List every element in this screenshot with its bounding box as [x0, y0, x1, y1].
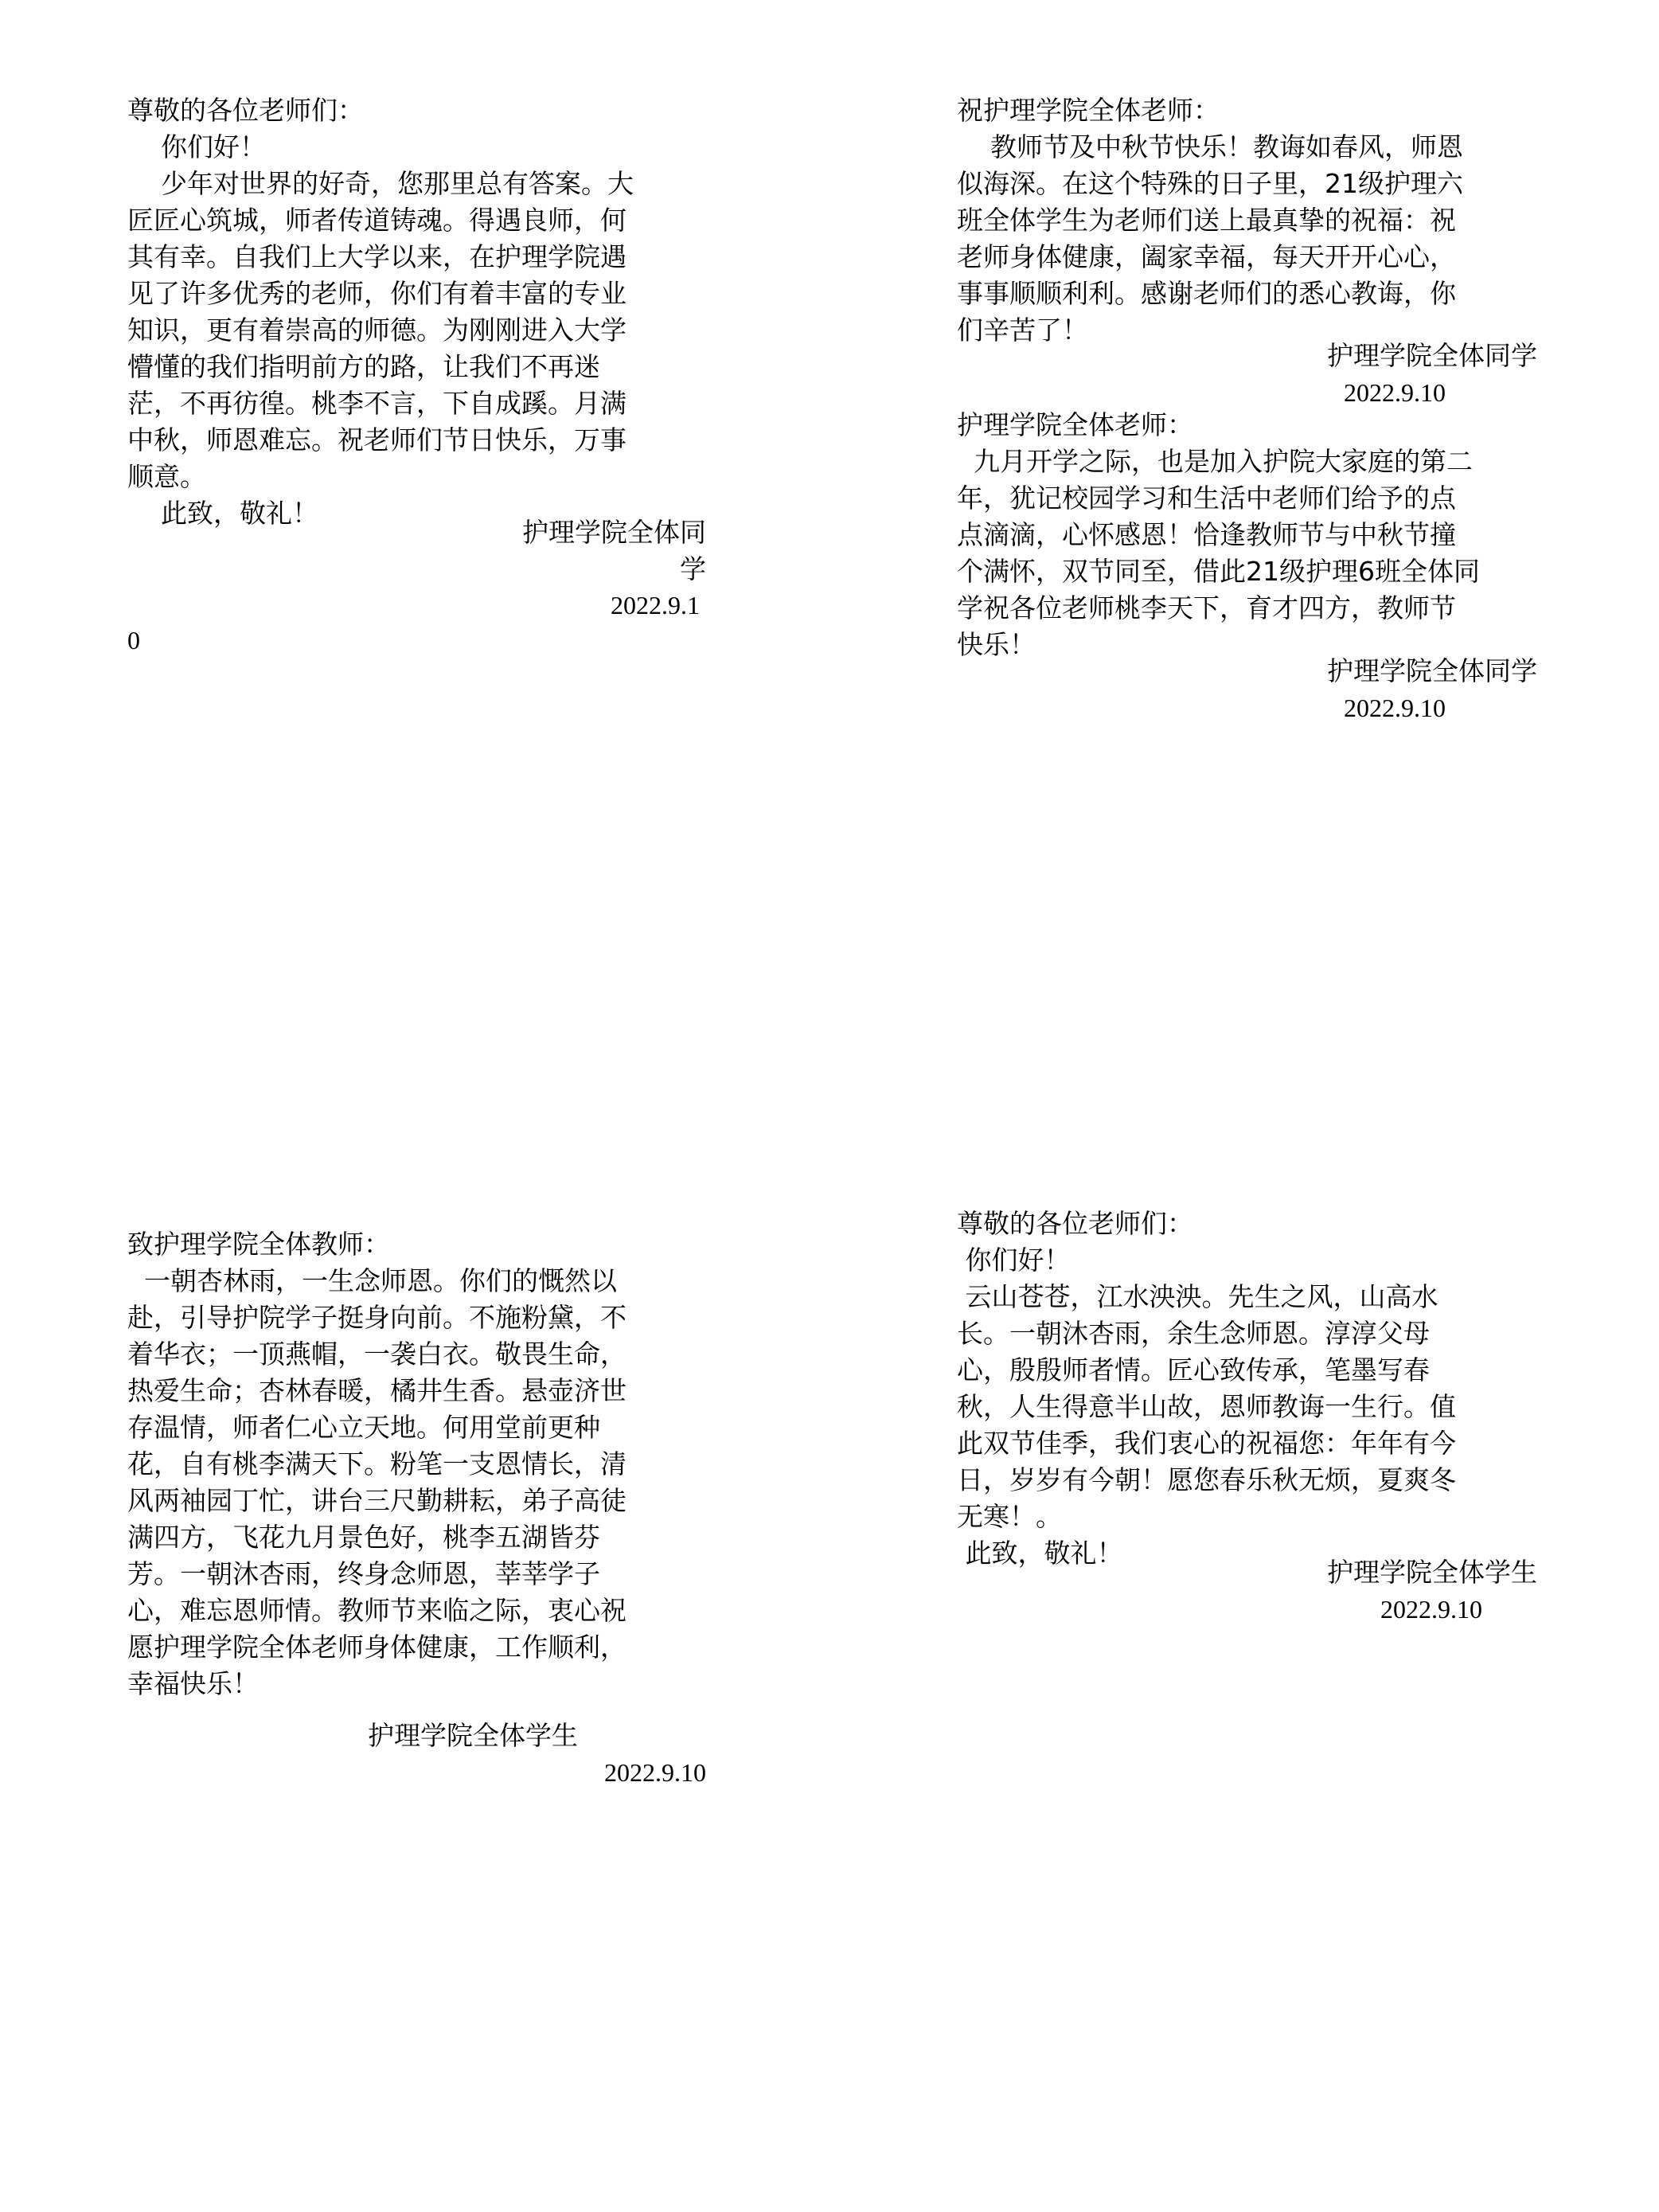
letter-line: 快乐！: [957, 629, 1036, 660]
letter-line: 护理学院全体老师：: [957, 409, 1193, 440]
letter-bottom-right-date: 2022.9.10: [1380, 1595, 1482, 1624]
letter-line: 一朝杏林雨，一生念师恩。你们的慨然以: [127, 1265, 617, 1296]
letter-top-left-body: [127, 92, 634, 532]
letter-line: 无寒！。: [957, 1501, 1062, 1532]
letter-line: 茫，不再彷徨。桃李不言，下自成蹊。月满: [127, 388, 627, 419]
letter-line: 花，自有桃李满天下。粉笔一支恩情长，清: [127, 1448, 627, 1479]
letter-line: 日，岁岁有今朝！愿您春乐秋无烦，夏爽冬: [957, 1464, 1456, 1495]
letter-line: 幸福快乐！: [127, 1668, 259, 1699]
letter-line: 知识，更有着崇高的师德。为刚刚进入大学: [127, 315, 627, 346]
letter-line: 似海深。在这个特殊的日子里，21级护理六: [957, 168, 1463, 199]
letter-line: 着华衣；一顶燕帽，一袭白衣。敬畏生命，: [127, 1339, 627, 1370]
letter-line: 教师节及中秋节快乐！教诲如春风，师恩: [957, 131, 1463, 162]
letter-mid-right-body: [957, 407, 1480, 663]
letter-bottom-left-body: [127, 1226, 627, 1702]
letter-top-right-signature: 护理学院全体同学: [1327, 340, 1537, 371]
letter-line: 尊敬的各位老师们：: [957, 1208, 1193, 1239]
letter-line: 此致，敬礼！: [957, 1538, 1123, 1569]
letter-bottom-right-signature: 护理学院全体学生: [1327, 1557, 1537, 1588]
letter-line: 懵懂的我们指明前方的路，让我们不再迷: [127, 351, 600, 382]
letter-line: 九月开学之际，也是加入护院大家庭的第二: [957, 446, 1473, 477]
letter-line: 少年对世界的好奇，您那里总有答案。大: [127, 168, 634, 199]
letter-top-left-signature-2: 学: [680, 553, 706, 584]
letter-line: 此致，敬礼！: [127, 498, 318, 529]
letter-line: 你们好！: [957, 1245, 1071, 1276]
letter-line: 事事顺顺利利。感谢老师们的悉心教诲，你: [957, 278, 1456, 309]
letter-bottom-left-signature: 护理学院全体学生: [368, 1720, 578, 1751]
letter-bottom-left-date: 2022.9.10: [604, 1758, 706, 1787]
letter-line: 你们好！: [127, 131, 266, 162]
letter-line: 此双节佳季，我们衷心的祝福您：年年有今: [957, 1428, 1456, 1459]
letter-line: 们辛苦了！: [957, 315, 1088, 346]
letter-line: 祝护理学院全体老师：: [957, 95, 1220, 126]
letter-top-left-signature-1: 护理学院全体同: [522, 517, 706, 548]
letter-line: 云山苍苍，江水泱泱。先生之风，山高水: [957, 1281, 1438, 1312]
letter-line: 老师身体健康，阖家幸福，每天开开心心，: [957, 241, 1456, 272]
letter-line: 中秋，师恩难忘。祝老师们节日快乐，万事: [127, 424, 627, 455]
letter-top-right-body: [957, 92, 1463, 349]
letter-line: 秋，人生得意半山故，恩师教诲一生行。值: [957, 1391, 1456, 1422]
letter-line: 芳。一朝沐杏雨，终身念师恩，莘莘学子: [127, 1558, 600, 1589]
letter-line: 风两袖园丁忙，讲台三尺勤耕耘，弟子高徒: [127, 1485, 627, 1516]
letter-line: 愿护理学院全体老师身体健康，工作顺利，: [127, 1632, 627, 1663]
letter-bottom-right-body: [957, 1206, 1456, 1572]
letter-line: 学祝各位老师桃李天下，育才四方，教师节: [957, 592, 1456, 623]
letter-line: 热爱生命；杏林春暖，橘井生香。悬壶济世: [127, 1375, 627, 1406]
letter-line: 尊敬的各位老师们：: [127, 95, 364, 126]
letter-line: 匠匠心筑城，师者传道铸魂。得遇良师，何: [127, 205, 627, 236]
letter-mid-right-date: 2022.9.10: [1344, 694, 1446, 722]
letter-line: 个满怀，双节同至，借此21级护理6班全体同: [957, 556, 1480, 587]
letter-line: 致护理学院全体教师：: [127, 1229, 390, 1260]
letter-mid-right-signature: 护理学院全体同学: [1327, 655, 1537, 686]
letter-line: 长。一朝沐杏雨，余生念师恩。淳淳父母: [957, 1318, 1430, 1349]
letter-line: 心，殷殷师者情。匠心致传承，笔墨写春: [957, 1354, 1430, 1385]
letter-line: 点滴滴，心怀感恩！恰逢教师节与中秋节撞: [957, 519, 1456, 550]
letter-line: 满四方，飞花九月景色好，桃李五湖皆芬: [127, 1522, 600, 1553]
letter-line: 见了许多优秀的老师，你们有着丰富的专业: [127, 278, 627, 309]
letter-top-right-date: 2022.9.10: [1344, 378, 1446, 407]
letter-line: 心，难忘恩师情。教师节来临之际，衷心祝: [127, 1595, 627, 1626]
letter-line: 其有幸。自我们上大学以来，在护理学院遇: [127, 241, 627, 272]
letter-top-left-date-overflow: 0: [127, 626, 140, 655]
letter-line: 顺意。: [127, 461, 206, 492]
letter-line: 班全体学生为老师们送上最真挚的祝福：祝: [957, 205, 1456, 236]
letter-line: 年，犹记校园学习和生活中老师们给予的点: [957, 483, 1456, 514]
letter-line: 赴，引导护院学子挺身向前。不施粉黛，不: [127, 1302, 627, 1333]
letter-line: 存温情，师者仁心立天地。何用堂前更种: [127, 1412, 600, 1443]
letter-top-left-date: 2022.9.1: [611, 591, 700, 619]
